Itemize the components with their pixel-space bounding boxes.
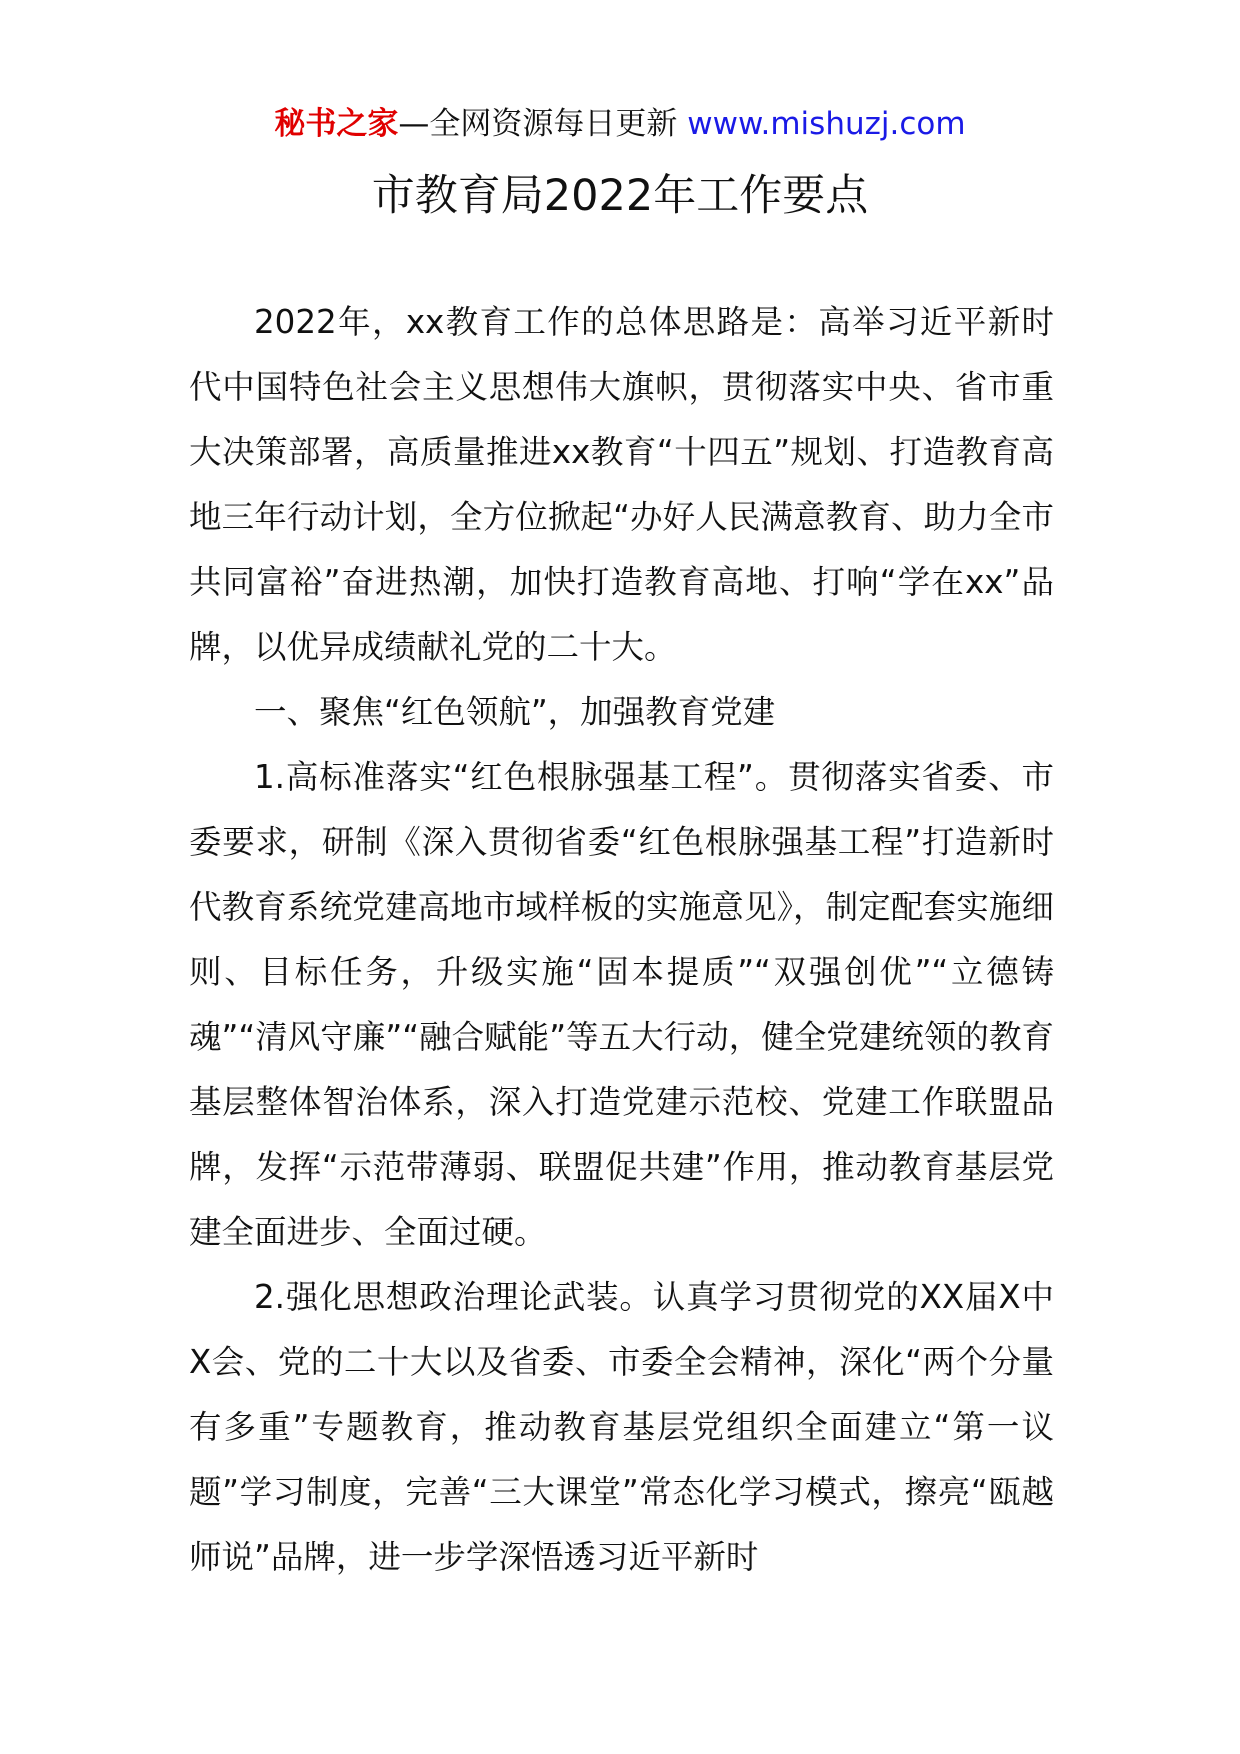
document-title: 市教育局2022年工作要点	[371, 171, 869, 221]
section-heading-1: 一、聚焦“红色领航”，加强教育党建	[254, 693, 776, 731]
website-link[interactable]: www.mishuzj.com	[687, 106, 966, 142]
site-header	[0, 102, 1240, 146]
document-body	[189, 290, 1054, 1590]
brand-name: 秘书之家	[274, 106, 399, 142]
paragraph-intro: 2022年，xx教育工作的总体思路是：高举习近平新时代中国特色社会主义思想伟大旗帜，贯彻落实中央、省市重大决策部署，高质量推进xx教育“十四五”规划、打造教育高地三年行动计划，全方位掀起“办好人民满意教育、助力全市共同富裕”奋进热潮，加快打造教育高地、打响“学在xx”品牌，以优异成绩献礼党的二十大。	[189, 303, 1054, 666]
header-tagline: —全网资源每日更新	[398, 106, 688, 142]
paragraph-item-2: 2.强化思想政治理论武装。认真学习贯彻党的XX届X中X会、党的二十大以及省委、市委全会精神，深化“两个分量有多重”专题教育，推动教育基层党组织全面建立“第一议题”学习制度，完善“三大课堂”常态化学习模式，擦亮“瓯越师说”品牌，进一步学深悟透习近平新时	[189, 1278, 1054, 1576]
paragraph-item-1: 1.高标准落实“红色根脉强基工程”。贯彻落实省委、市委要求，研制《深入贯彻省委“红色根脉强基工程”打造新时代教育系统党建高地市域样板的实施意见》，制定配套实施细则、目标任务，升级实施“固本提质”“双强创优”“立德铸魂”“清风守廉”“融合赋能”等五大行动，健全党建统领的教育基层整体智治体系，深入打造党建示范校、党建工作联盟品牌，发挥“示范带薄弱、联盟促共建”作用，推动教育基层党建全面进步、全面过硬。	[189, 758, 1054, 1251]
